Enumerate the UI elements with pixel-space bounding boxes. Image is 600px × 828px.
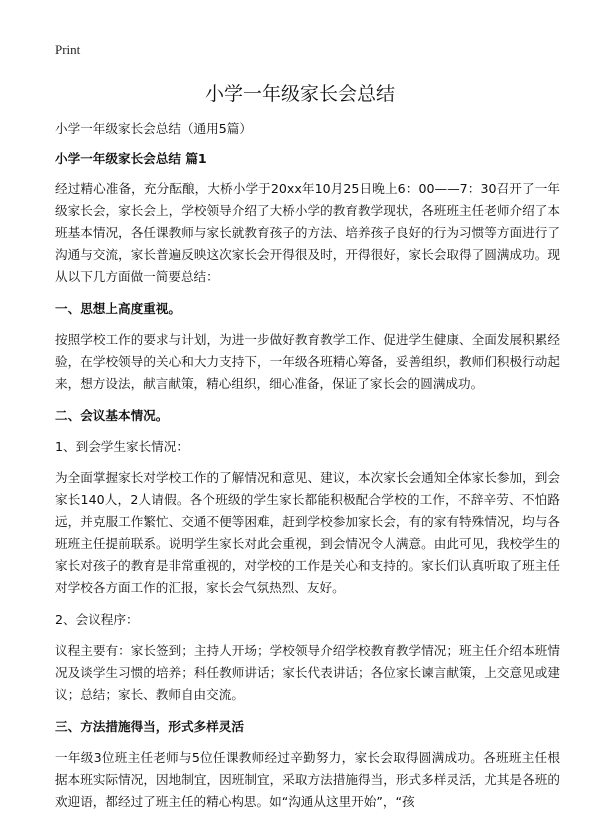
document-subtitle: 小学一年级家长会总结（通用5篇）: [55, 121, 252, 136]
section-heading-1: 一、思想上高度重视。: [55, 301, 181, 316]
subheading-agenda: 2、会议程序：: [55, 612, 139, 627]
section-3-paragraph: 一年级3位班主任老师与5位任课教师经过辛勤努力，家长会取得圆满成功。各班班主任根据本班实际情况，因地制宜，因班制宜，采取方法措施得当，形式多样灵活，尤其是各班的欢迎语，都经过了班主任的精心构思。如“沟通从这里开始”，“孩: [55, 750, 560, 809]
article-title: 小学一年级家长会总结 篇1: [55, 151, 207, 166]
document-title: 小学一年级家长会总结: [204, 83, 395, 105]
document-body: [55, 118, 560, 823]
section-heading-3: 三、方法措施得当，形式多样灵活: [55, 719, 244, 734]
attendance-paragraph: 为全面掌握家长对学校工作的了解情况和意见、建议，本次家长会通知全体家长参加，到会家长140人，2人请假。各个班级的学生家长都能积极配合学校的工作，不辞辛劳、不怕路远，并克服工作繁忙、交通不便等困难，赶到学校参加家长会，有的家有特殊情况，均与各班班主任提前联系。说明学生家长对此会重视，到会情况令人满意。由此可见，我校学生的家长对孩子的教育是非常重视的，对学校的工作是关心和支持的。家长们认真听取了班主任对学校各方面工作的汇报，家长会气氛热烈、友好。: [55, 470, 560, 595]
print-link[interactable]: Print: [55, 42, 81, 57]
section-heading-2: 二、会议基本情况。: [55, 408, 169, 423]
subheading-attendance: 1、到会学生家长情况：: [55, 439, 189, 454]
section-1-paragraph: 按照学校工作的要求与计划，为进一步做好教育教学工作、促进学生健康、全面发展积累经验，在学校领导的关心和大力支持下，一年级各班精心筹备，妥善组织，教师们积极行动起来，想方设法，献言献策，精心组织，细心准备，保证了家长会的圆满成功。: [55, 332, 560, 391]
agenda-paragraph: 议程主要有：家长签到；主持人开场；学校领导介绍学校教育教学情况；班主任介绍本班情况及谈学生习惯的培养；科任教师讲话；家长代表讲话；各位家长谏言献策，上交意见或建议；总结；家长、教师自由交流。: [55, 643, 560, 702]
intro-paragraph: 经过精心准备，充分酝酿，大桥小学于20xx年10月25日晚上6：00——7：30召开了一年级家长会，家长会上，学校领导介绍了大桥小学的教育教学现状，各班班主任老师介绍了本班基本情况，各任课教师与家长就教育孩子的方法、培养孩子良好的行为习惯等方面进行了沟通与交流，家长普遍反映这次家长会开得很及时，开得很好，家长会取得了圆满成功。现从以下几方面做一简要总结：: [55, 181, 560, 284]
